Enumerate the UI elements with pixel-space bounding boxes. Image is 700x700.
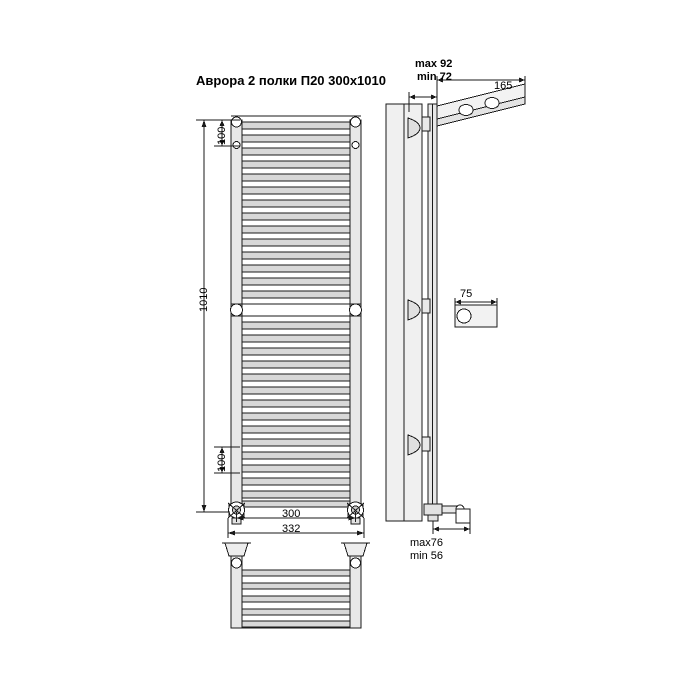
dimension-depth-min: min 72 — [417, 71, 452, 83]
dimension-width-inner: 300 — [282, 508, 301, 520]
dimension-height-total: 1010 — [198, 287, 210, 312]
dimension-depth-max: max 92 — [415, 58, 453, 70]
wall-bracket-detail — [455, 298, 497, 327]
dimension-bracket-offset: 75 — [460, 288, 473, 300]
dimension-width-outer: 332 — [282, 523, 301, 535]
dimension-shelf-depth: 165 — [494, 80, 513, 92]
dimension-foot-max: max76 — [410, 537, 444, 549]
dimension-foot-min: min 56 — [410, 550, 444, 562]
dimension-top-offset: 100 — [216, 126, 228, 145]
front-view-group — [228, 116, 364, 524]
shelf-plan-view — [222, 543, 370, 628]
dimension-bottom-offset: 100 — [216, 453, 228, 472]
drawing-title: Аврора 2 полки П20 300х1010 — [196, 73, 386, 88]
